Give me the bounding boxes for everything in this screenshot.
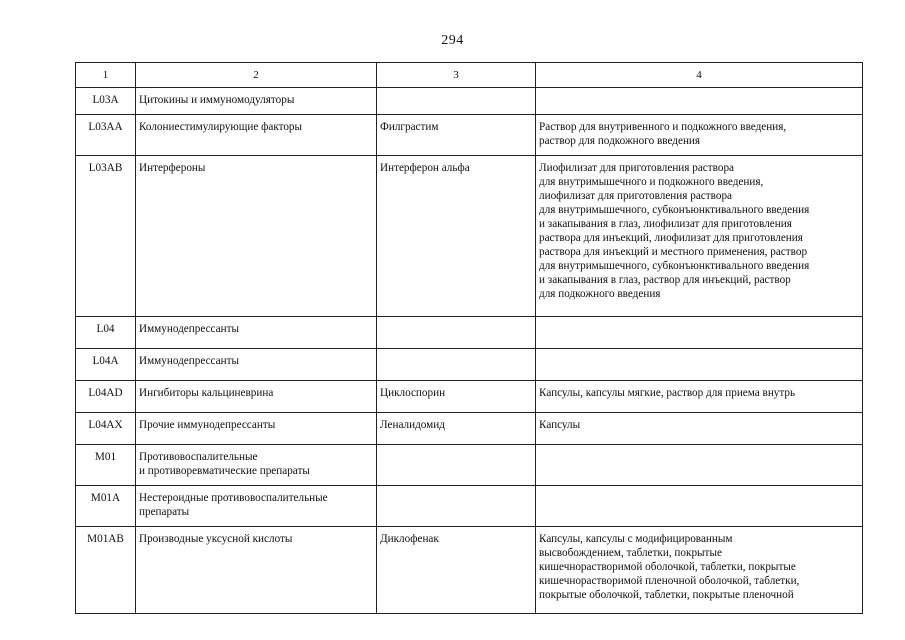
atc-code-cell: M01AB	[76, 527, 136, 614]
table-row	[76, 156, 863, 317]
drug-name-cell: Диклофенак	[377, 527, 536, 614]
drug-name-cell: Филграстим	[377, 115, 536, 156]
atc-code-cell: L04A	[76, 349, 136, 381]
drug-name-cell	[377, 317, 536, 349]
dosage-form-cell	[536, 486, 863, 527]
dosage-form-cell	[536, 317, 863, 349]
group-name-cell: Колониестимулирующие факторы	[136, 115, 377, 156]
dosage-form-cell: Капсулы, капсулы мягкие, раствор для приема внутрь	[536, 381, 863, 413]
column-header-1: 1	[76, 63, 136, 88]
dosage-form-cell: Лиофилизат для приготовления раствора для внутримышечного и подкожного введения, лиофилизат для приготовления раствора для внутримышечного, субконъюнктивального введения и закапывания в глаз, лиофилизат для приготовления раствора для инъекций, лиофилизат для приготовления раствора для инъекций и местного применения, раствор для внутримышечного, субконъюнктивального введения и закапывания в глаз, раствор для инъекций, раствор для подкожного введения	[536, 156, 863, 317]
header-row	[76, 63, 863, 88]
table-row	[76, 381, 863, 413]
atc-code-cell: L03AB	[76, 156, 136, 317]
atc-code-cell: M01A	[76, 486, 136, 527]
dosage-form-cell	[536, 349, 863, 381]
drug-name-cell: Леналидомид	[377, 413, 536, 445]
drug-name-cell: Интерферон альфа	[377, 156, 536, 317]
drug-name-cell	[377, 349, 536, 381]
drug-name-cell	[377, 486, 536, 527]
column-header-3: 3	[377, 63, 536, 88]
table-row	[76, 413, 863, 445]
table-row	[76, 115, 863, 156]
dosage-form-cell: Капсулы, капсулы с модифицированным высвобождением, таблетки, покрытые кишечнорастворимой оболочкой, таблетки, покрытые кишечнорастворимой пленочной оболочкой, таблетки, покрытые оболочкой, таблетки, покрытые пленочной	[536, 527, 863, 614]
dosage-form-cell	[536, 88, 863, 115]
group-name-cell: Ингибиторы кальциневрина	[136, 381, 377, 413]
dosage-form-cell	[536, 445, 863, 486]
table-row	[76, 349, 863, 381]
drug-table	[75, 62, 863, 614]
atc-code-cell: L04AD	[76, 381, 136, 413]
table-row	[76, 486, 863, 527]
group-name-cell: Иммунодепрессанты	[136, 317, 377, 349]
group-name-cell: Производные уксусной кислоты	[136, 527, 377, 614]
column-header-4: 4	[536, 63, 863, 88]
column-header-2: 2	[136, 63, 377, 88]
drug-name-cell: Циклоспорин	[377, 381, 536, 413]
group-name-cell: Цитокины и иммуномодуляторы	[136, 88, 377, 115]
atc-code-cell: L04	[76, 317, 136, 349]
atc-code-cell: L03AA	[76, 115, 136, 156]
atc-code-cell: L04AX	[76, 413, 136, 445]
page-number: 294	[441, 33, 464, 48]
group-name-cell: Прочие иммунодепрессанты	[136, 413, 377, 445]
group-name-cell: Нестероидные противовоспалительные препараты	[136, 486, 377, 527]
atc-code-cell: L03A	[76, 88, 136, 115]
table-row	[76, 317, 863, 349]
table-body	[76, 88, 863, 614]
table-row	[76, 445, 863, 486]
drug-name-cell	[377, 445, 536, 486]
group-name-cell: Противовоспалительные и противоревматические препараты	[136, 445, 377, 486]
drug-name-cell	[377, 88, 536, 115]
table-row	[76, 527, 863, 614]
table-row	[76, 88, 863, 115]
group-name-cell: Интерфероны	[136, 156, 377, 317]
table-header	[76, 63, 863, 88]
dosage-form-cell: Капсулы	[536, 413, 863, 445]
group-name-cell: Иммунодепрессанты	[136, 349, 377, 381]
atc-code-cell: M01	[76, 445, 136, 486]
dosage-form-cell: Раствор для внутривенного и подкожного введения, раствор для подкожного введения	[536, 115, 863, 156]
